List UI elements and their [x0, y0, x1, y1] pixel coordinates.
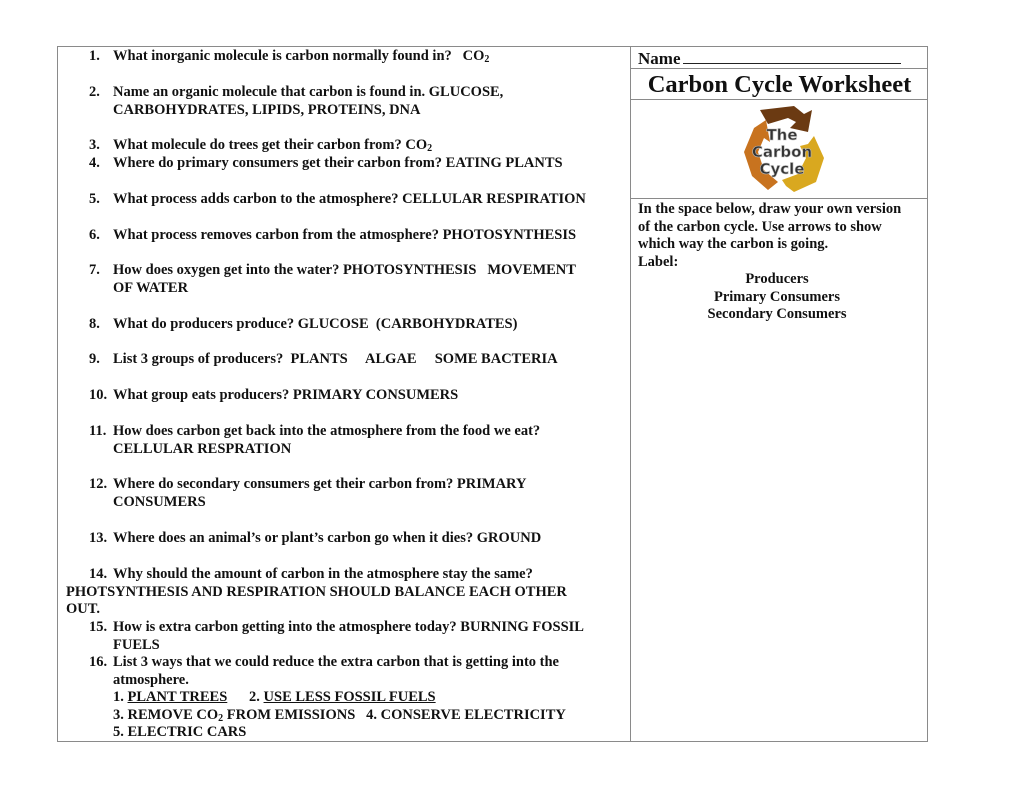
instruction-line: of the carbon cycle. Use arrows to show [638, 218, 882, 235]
question-text: Where do secondary consumers get their carbon from? PRIMARY [113, 476, 527, 492]
question-number: 11. [89, 423, 107, 439]
name-label: Name [638, 49, 681, 68]
question-text: Why should the amount of carbon in the atmosphere stay the same? [113, 566, 533, 582]
question-14-answer-cont: OUT. [66, 601, 100, 617]
name-field-row [631, 47, 928, 69]
question-text-cont: atmosphere. [113, 671, 189, 688]
label-primary-consumers: Primary Consumers [713, 288, 841, 305]
question-number: 15. [89, 619, 108, 635]
question-text: What process adds carbon to the atmosphere? CELLULAR RESPIRATION [113, 191, 586, 207]
question-number: 5. [89, 191, 100, 207]
subscript: 2 [427, 143, 433, 154]
drawing-instructions [638, 201, 923, 324]
question-text-cont: CELLULAR RESPRATION [113, 440, 292, 457]
question-text-cont: OF WATER [113, 279, 189, 296]
question-14-answer: PHOTSYNTHESIS AND RESPIRATION SHOULD BALANCE EACH OTHER [66, 583, 567, 600]
label-heading: Label: [638, 253, 679, 270]
label-secondary-consumers: Secondary Consumers [707, 306, 847, 322]
question-number: 8. [89, 316, 100, 332]
question-text-cont: CONSUMERS [113, 493, 206, 510]
question-number: 9. [89, 351, 100, 367]
question-text: List 3 groups of producers? PLANTS ALGAE SOME BACTERIA [113, 351, 558, 367]
svg-text:The: The [766, 126, 798, 144]
question-text: How does oxygen get into the water? PHOTOSYNTHESIS MOVEMENT [113, 262, 576, 278]
label-list [631, 271, 923, 324]
question-text: What do producers produce? GLUCOSE (CARBOHYDRATES) [113, 316, 518, 332]
question-text: How does carbon get back into the atmosphere from the food we eat? [113, 423, 541, 439]
worksheet-table [57, 46, 928, 742]
question-number: 6. [89, 227, 100, 243]
q16-answer-row-1: 1. PLANT TREES 2. USE LESS FOSSIL FUELS [113, 689, 436, 705]
svg-text:Cycle: Cycle [759, 160, 805, 178]
question-text: Where do primary consumers get their carbon from? EATING PLANTS [113, 155, 563, 171]
question-number: 1. [89, 48, 100, 64]
carbon-cycle-logo-icon [734, 102, 830, 196]
svg-text:Carbon: Carbon [751, 143, 813, 161]
question-number: 7. [89, 262, 100, 278]
question-number: 12. [89, 476, 108, 492]
answer-use-less-fossil-fuels: USE LESS FOSSIL FUELS [263, 689, 436, 705]
question-text: What inorganic molecule is carbon normally found in? CO [113, 48, 485, 64]
question-number: 4. [89, 155, 100, 171]
question-text: List 3 ways that we could reduce the extra carbon that is getting into the [113, 654, 559, 670]
question-number: 3. [89, 137, 100, 153]
question-number: 10. [89, 387, 108, 403]
q16-answer-row-2: 3. REMOVE $CO_2$ FROM EMISSIONS 4. CONSERVE ELECTRICITY [113, 706, 566, 724]
name-blank-line[interactable] [683, 48, 901, 64]
question-number: 14. [89, 566, 108, 582]
question-text: What molecule do trees get their carbon from? CO [113, 137, 428, 153]
subscript: 2 [484, 54, 490, 65]
answer-plant-trees: PLANT TREES [127, 689, 228, 705]
question-text: How is extra carbon getting into the atmosphere today? BURNING FOSSIL [113, 619, 584, 635]
label-producers: Producers [745, 271, 809, 287]
questions-cell [58, 47, 631, 741]
page-title: Carbon Cycle Worksheet [631, 69, 928, 100]
instruction-line: which way the carbon is going. [638, 236, 829, 252]
info-cell [631, 47, 928, 741]
question-text-cont: CARBOHYDRATES, LIPIDS, PROTEINS, DNA [113, 101, 421, 118]
question-text-cont: FUELS [113, 636, 160, 653]
q16-answer-row-3: 5. ELECTRIC CARS [113, 724, 247, 740]
question-number: 16. [89, 654, 108, 670]
question-text: What group eats producers? PRIMARY CONSUMERS [113, 387, 459, 403]
instruction-line: In the space below, draw your own version [638, 201, 902, 217]
question-number: 2. [89, 84, 100, 100]
question-text: Name an organic molecule that carbon is found in. GLUCOSE, [113, 84, 504, 100]
logo-cell [631, 100, 928, 199]
question-text: What process removes carbon from the atmosphere? PHOTOSYNTHESIS [113, 227, 577, 243]
question-number: 13. [89, 530, 108, 546]
question-text: Where does an animal’s or plant’s carbon go when it dies? GROUND [113, 530, 542, 546]
